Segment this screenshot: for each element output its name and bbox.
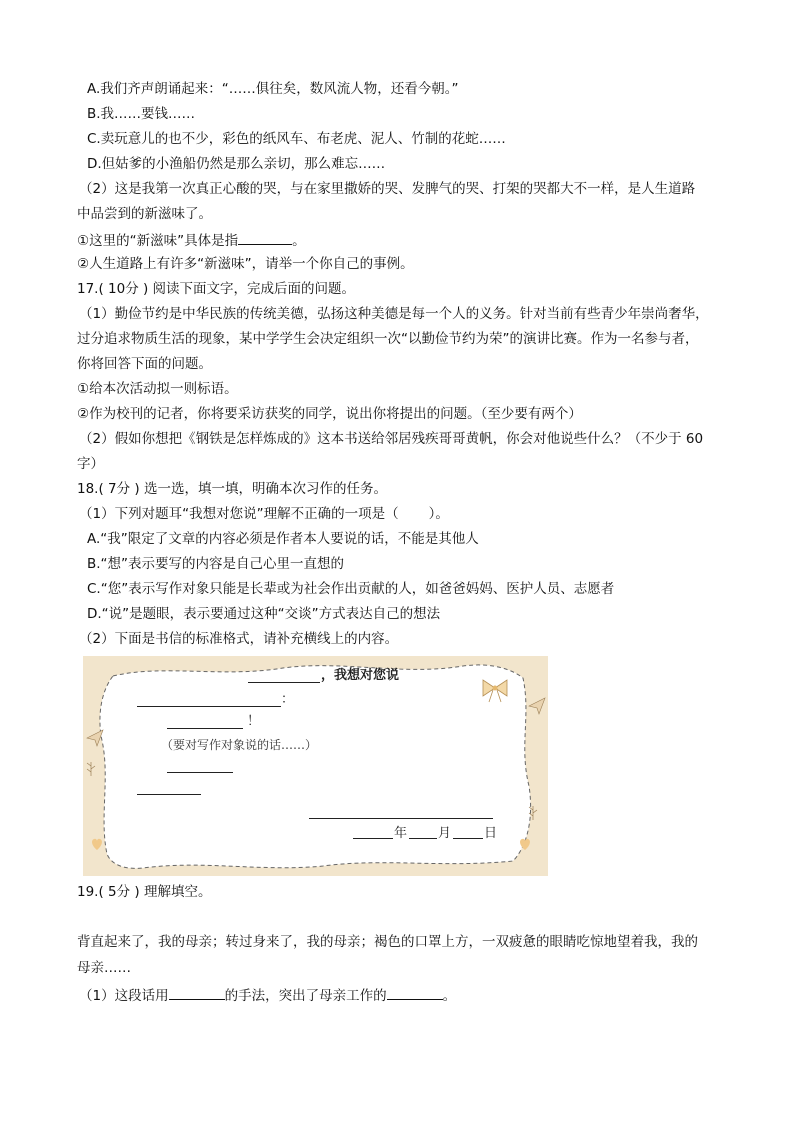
- month-blank[interactable]: [409, 838, 437, 839]
- q17-p1-line2: 过分追求物质生活的现象，某中学学生会决定组织一次“以勤俭节约为荣”的演讲比赛。作为一名参与者，: [77, 331, 699, 347]
- q17-p1-line1: （1）勤俭节约是中华民族的传统美德，弘扬这种美德是每一个人的义务。针对当前有些青少年崇尚奢华，: [79, 306, 709, 322]
- q17-p1-line3: 你将回答下面的问题。: [77, 356, 212, 372]
- q17-header: 17.( 10分 ) 阅读下面文字，完成后面的问题。: [77, 281, 356, 297]
- answer-blank[interactable]: [169, 985, 225, 1000]
- q18-p1-suffix: ）。: [428, 506, 449, 522]
- q18-p1: [79, 505, 449, 523]
- month-label: 月: [438, 826, 452, 841]
- signature-blank[interactable]: [309, 818, 493, 819]
- greeting-blank[interactable]: [167, 728, 243, 729]
- year-blank[interactable]: [353, 838, 393, 839]
- q18-header: 18.( 7分 ) 选一选，填一填，明确本次习作的任务。: [77, 481, 387, 497]
- q18-p2: （2）下面是书信的标准格式，请补充横线上的内容。: [79, 631, 399, 647]
- q16-option-a: A.我们齐声朗诵起来：“……俱往矣，数风流人物，还看今朝。”: [87, 81, 459, 97]
- card-decoration: [83, 656, 548, 876]
- salutation-colon: ：: [281, 692, 295, 707]
- q16-part2-line1: （2）这是我第一次真正心酸的哭，与在家里撒娇的哭、发脾气的哭、打架的哭都大不一样，是人生道路: [79, 181, 696, 197]
- q16-item2: ②人生道路上有许多“新滋味”，请举一个你自己的事例。: [77, 256, 414, 272]
- answer-blank[interactable]: [387, 985, 443, 1000]
- q18-option-a: A.“我”限定了文章的内容必须是作者本人要说的话，不能是其他人: [87, 531, 479, 547]
- q17-p2-line1: （2）假如你想把《钢铁是怎样炼成的》这本书送给邻居残疾哥哥黄帆，你会对他说些什么？（不少于 60: [79, 431, 704, 447]
- q16-option-d: D.但姑爹的小渔船仍然是那么亲切，那么难忘……: [87, 156, 386, 172]
- q16-item1: [77, 230, 306, 250]
- q16-option-b: B.我……要钱……: [87, 106, 196, 122]
- closing-blank[interactable]: [167, 772, 233, 773]
- q17-item1: ①给本次活动拟一则标语。: [77, 381, 238, 397]
- greeting-exclaim: ！: [247, 714, 261, 729]
- q18-p1-prefix: （1）下列对题耳“我想对您说”理解不正确的一项是（: [79, 506, 399, 522]
- q19-p1: [79, 985, 456, 1005]
- q18-option-d: D.“说”是题眼，表示要通过这种“交谈”方式表达自己的想法: [87, 606, 441, 622]
- q19-passage-line2: 母亲……: [77, 960, 131, 976]
- q19-p1-middle: 的手法，突出了母亲工作的: [224, 988, 387, 1004]
- q16-item1-prefix: ①这里的“新滋味”具体是指: [77, 233, 239, 249]
- q17-item2: ②作为校刊的记者，你将要采访获奖的同学，说出你将提出的问题。（至少要有两个）: [77, 406, 582, 422]
- q19-p1-suffix: 。: [442, 988, 457, 1004]
- q16-option-c: C.卖玩意儿的也不少，彩色的纸风车、布老虎、泥人、竹制的花蛇……: [87, 131, 506, 147]
- q19-p1-prefix: （1）这段话用: [79, 988, 169, 1004]
- q18-option-b: B.“想”表示要写的内容是自己心里一直想的: [87, 556, 345, 572]
- year-label: 年: [394, 826, 408, 841]
- q17-p2-line2: 字）: [77, 456, 104, 472]
- q16-item1-suffix: 。: [292, 233, 306, 249]
- salute-blank[interactable]: [137, 794, 201, 795]
- letter-format-card: [83, 656, 548, 876]
- salutation-blank[interactable]: [137, 706, 281, 707]
- q18-option-c: C.“您”表示写作对象只能是长辈或为社会作出贡献的人，如爸爸妈妈、医护人员、志愿者: [87, 581, 615, 597]
- day-blank[interactable]: [453, 838, 483, 839]
- q19-passage-line1: 背直起来了，我的母亲；转过身来了，我的母亲；褐色的口罩上方，一双疲惫的眼睛吃惊地望着我，我的: [77, 934, 698, 950]
- answer-blank[interactable]: [238, 230, 292, 245]
- recipient-title-blank[interactable]: [248, 682, 320, 683]
- day-label: 日: [484, 826, 498, 841]
- q19-header: 19.( 5分 ) 理解填空。: [77, 884, 212, 900]
- q16-part2-line2: 中品尝到的新滋味了。: [77, 206, 212, 222]
- body-note: （要对写作对象说的话……）: [161, 738, 318, 752]
- card-title: ，我想对您说: [321, 668, 400, 683]
